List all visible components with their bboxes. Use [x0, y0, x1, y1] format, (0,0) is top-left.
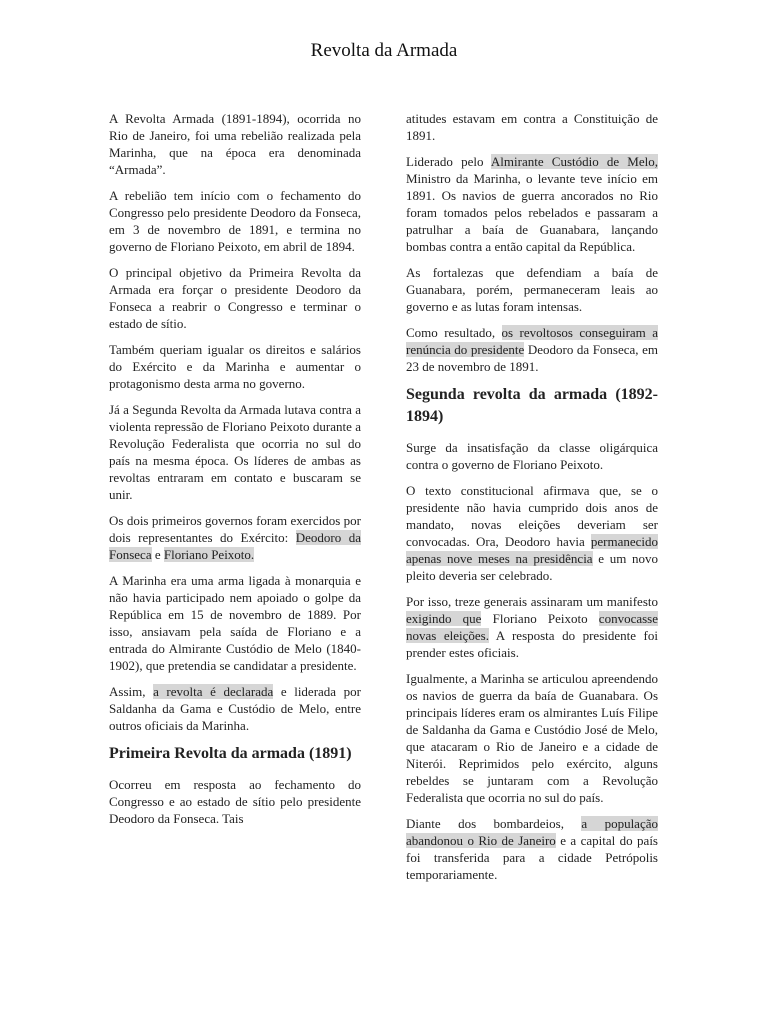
paragraph: [109, 512, 361, 563]
paragraph: [406, 482, 658, 584]
highlighted-text: a revolta é declarada: [153, 684, 274, 699]
highlighted-text: exigindo que: [406, 611, 482, 626]
paragraph: atitudes estavam em contra a Constituição de 1891.: [406, 111, 658, 143]
paragraph: A rebelião tem início com o fechamento do Congresso pelo presidente Deodoro da Fonseca, em 3 de novembro de 1891, e termina no governo de Floriano Peixoto, em abril de 1894.: [109, 188, 361, 254]
text-run: Os dois primeiros governos foram exercidos por dois representantes do Exército:: [109, 513, 361, 545]
text-run: e: [151, 547, 164, 562]
paragraph: [406, 153, 658, 255]
text-run: Assim,: [109, 684, 154, 699]
highlighted-text: os revoltosos conseguiram a renúncia do presidente: [406, 325, 658, 357]
highlighted-text: permanecido apenas nove meses na presidência: [406, 534, 658, 566]
paragraph: [406, 815, 658, 883]
section-heading: Primeira Revolta da armada (1891): [109, 745, 352, 762]
paragraph: O principal objetivo da Primeira Revolta da Armada era forçar o presidente Deodoro da Fonseca a reabrir o Congresso e terminar o estado de sítio.: [109, 265, 361, 331]
paragraph: [406, 324, 658, 375]
paragraph: As fortalezas que defendiam a baía de Guanabara, porém, permaneceram leais ao governo e as lutas foram intensas.: [406, 265, 658, 314]
text-run: Por isso, treze generais assinaram um manifesto: [406, 594, 658, 609]
text-run: Deodoro da Fonseca, em 23 de novembro de 1891.: [406, 342, 658, 374]
paragraph: A Revolta Armada (1891-1894), ocorrida no Rio de Janeiro, foi uma rebelião realizada pela Marinha, que na época era denominada “Armada”.: [109, 111, 361, 177]
text-run: Diante dos bombardeios,: [406, 816, 582, 831]
paragraph: Surge da insatisfação da classe oligárquica contra o governo de Floriano Peixoto.: [406, 440, 658, 472]
paragraph: [406, 593, 658, 661]
paragraph: Também queriam igualar os direitos e salários do Exército e da Marinha e aumentar o protagonismo desta arma no governo.: [109, 342, 361, 391]
paragraph: Ocorreu em resposta ao fechamento do Congresso e ao estado de sítio pelo presidente Deodoro da Fonseca. Tais: [109, 777, 361, 826]
highlighted-text: Deodoro da Fonseca: [109, 530, 361, 562]
paragraph: Igualmente, a Marinha se articulou apreendendo os navios de guerra da baía de Guanabara. Os principais líderes eram os almirantes Luís Filipe de Saldanha da Gama e Custódio José de Melo, que atacaram o Rio de Janeiro e a cidade de Niterói. Reprimidos pelo exército, alguns rebeldes se juntaram com a Revolução Federalista que ocorria no sul do país.: [406, 671, 658, 805]
right-column: [406, 110, 658, 892]
left-column: [109, 110, 361, 836]
highlighted-text: a população abandonou o Rio de Janeiro: [406, 816, 658, 848]
text-run: O texto constitucional afirmava que, se o presidente não havia cumprido dois anos de mandato, novas eleições deveriam ser convocadas. Ora, Deodoro havia: [406, 483, 658, 549]
text-run: Ministro da Marinha, o levante teve início em 1891. Os navios de guerra ancorados no Rio foram tomados pelos rebelados e passaram a patrulhar a baía de Guanabara, lançando bombas contra a então capital da República.: [406, 171, 658, 254]
section-heading: Segunda revolta da armada (1892-1894): [406, 386, 658, 425]
highlighted-text: Floriano Peixoto.: [163, 547, 255, 562]
text-run: A resposta do presidente foi prender estes oficiais.: [406, 628, 658, 660]
paragraph: [109, 683, 361, 734]
document-title: Revolta da Armada: [310, 40, 458, 61]
text-run: e liderada por Saldanha da Gama e Custódio de Melo, entre outros oficiais da Marinha.: [109, 684, 361, 733]
text-run: Como resultado,: [406, 325, 502, 340]
paragraph: Já a Segunda Revolta da Armada lutava contra a violenta repressão de Floriano Peixoto durante a Revolução Federalista que ocorria no sul do país na mesma época. Os líderes de ambas as revoltas entraram em contato e buscaram se unir.: [109, 402, 361, 502]
text-run: Floriano Peixoto: [481, 611, 599, 626]
paragraph: A Marinha era uma arma ligada à monarquia e não havia participado nem apoiado o golpe da República em 15 de novembro de 1889. Por isso, ansiavam pela saída de Floriano e a entrada do Almirante Custódio de Melo (1840-1902), que pretendia se candidatar a presidente.: [109, 573, 361, 673]
text-run: e a capital do país foi transferida para a cidade Petrópolis temporariamente.: [406, 833, 658, 882]
text-run: e um novo pleito deveria ser celebrado.: [406, 551, 658, 583]
highlighted-text: Almirante Custódio de Melo,: [490, 154, 658, 169]
text-run: Liderado pelo: [406, 154, 491, 169]
highlighted-text: convocasse novas eleições.: [406, 611, 658, 643]
